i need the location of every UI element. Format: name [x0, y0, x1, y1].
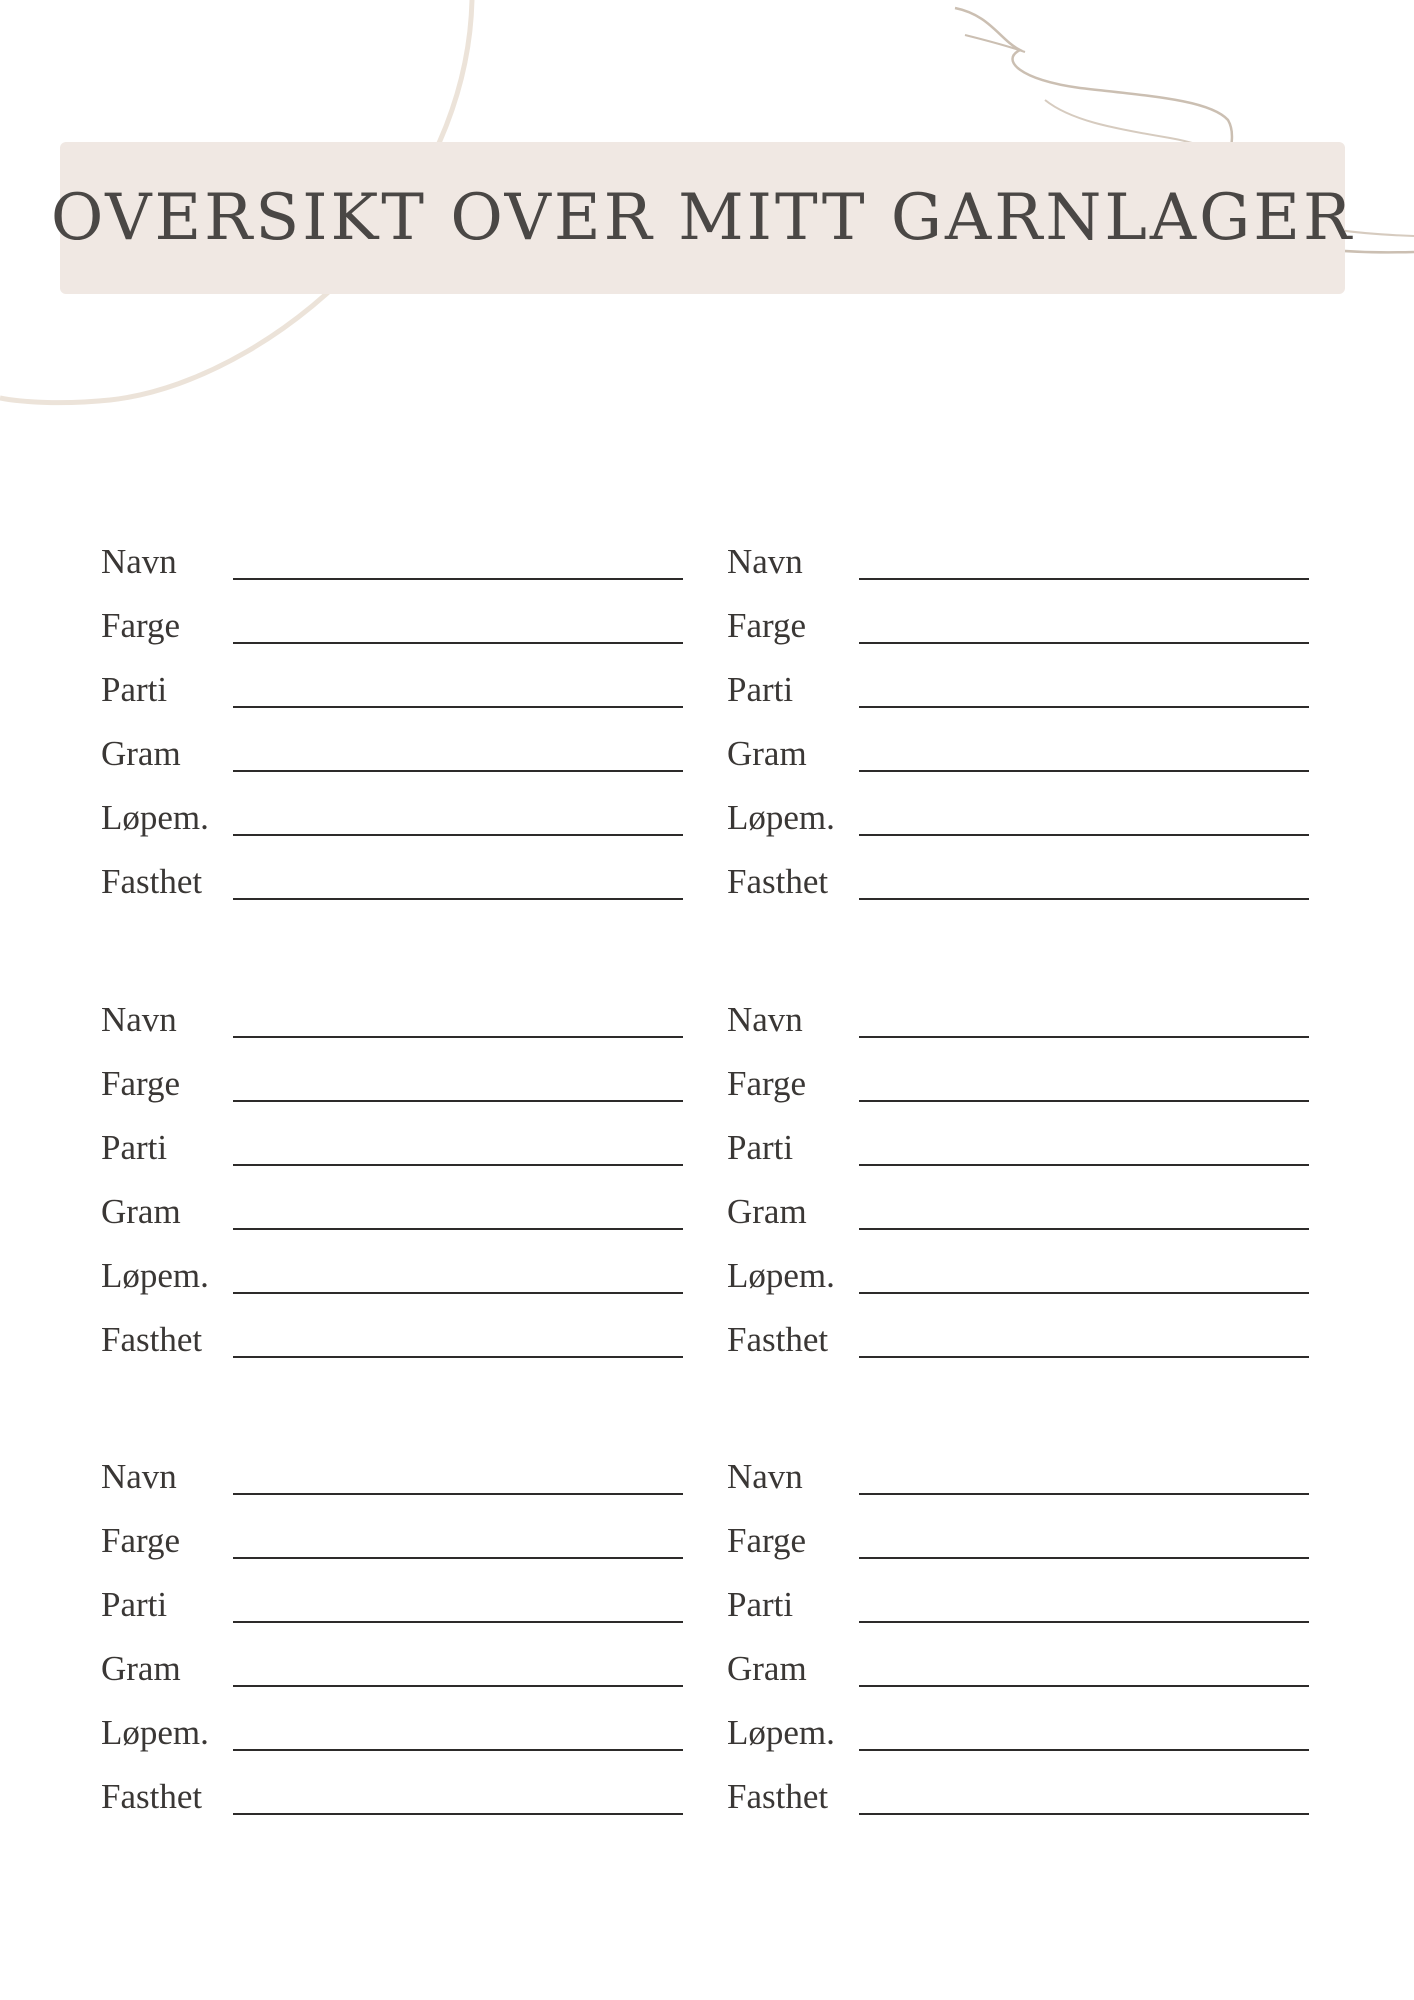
field-meters: [101, 1242, 701, 1306]
field-label-grams: Gram: [101, 1192, 181, 1231]
field-label-name: Navn: [101, 1457, 177, 1496]
field-label-gauge: Fasthet: [727, 1777, 829, 1816]
field-grams: [101, 1635, 701, 1699]
field-label-name: Navn: [727, 1457, 803, 1496]
field-label-meters: Løpem.: [727, 798, 835, 837]
field-name: [727, 1443, 1327, 1507]
color-input-line[interactable]: [233, 642, 683, 644]
field-label-batch: Parti: [727, 1585, 794, 1624]
batch-input-line[interactable]: [233, 1621, 683, 1623]
field-batch: [727, 1114, 1327, 1178]
meters-input-line[interactable]: [859, 834, 1309, 836]
field-grams: [101, 720, 701, 784]
field-gauge: [727, 1763, 1327, 1827]
grams-input-line[interactable]: [859, 1685, 1309, 1687]
name-input-line[interactable]: [233, 1493, 683, 1495]
color-input-line[interactable]: [859, 642, 1309, 644]
field-label-color: Farge: [101, 1521, 181, 1560]
field-label-meters: Løpem.: [727, 1713, 835, 1752]
field-label-batch: Parti: [101, 1128, 168, 1167]
gauge-input-line[interactable]: [859, 898, 1309, 900]
grams-input-line[interactable]: [233, 770, 683, 772]
field-label-gauge: Fasthet: [101, 862, 203, 901]
field-label-color: Farge: [727, 1521, 807, 1560]
field-gauge: [101, 1306, 701, 1370]
field-batch: [101, 656, 701, 720]
field-name: [101, 986, 701, 1050]
field-name: [727, 986, 1327, 1050]
field-label-name: Navn: [727, 542, 803, 581]
field-label-grams: Gram: [727, 1649, 807, 1688]
batch-input-line[interactable]: [859, 1621, 1309, 1623]
field-gauge: [727, 848, 1327, 912]
field-label-gauge: Fasthet: [727, 1320, 829, 1359]
name-input-line[interactable]: [859, 578, 1309, 580]
field-grams: [727, 720, 1327, 784]
field-meters: [727, 1699, 1327, 1763]
field-grams: [727, 1178, 1327, 1242]
grams-input-line[interactable]: [859, 770, 1309, 772]
gauge-input-line[interactable]: [233, 1356, 683, 1358]
field-color: [727, 1507, 1327, 1571]
field-label-gauge: Fasthet: [727, 862, 829, 901]
field-name: [101, 528, 701, 592]
field-name: [727, 528, 1327, 592]
batch-input-line[interactable]: [233, 1164, 683, 1166]
field-label-meters: Løpem.: [727, 1256, 835, 1295]
grams-input-line[interactable]: [233, 1228, 683, 1230]
color-input-line[interactable]: [859, 1100, 1309, 1102]
meters-input-line[interactable]: [859, 1749, 1309, 1751]
field-name: [101, 1443, 701, 1507]
field-batch: [101, 1571, 701, 1635]
field-batch: [101, 1114, 701, 1178]
field-label-color: Farge: [727, 606, 807, 645]
name-input-line[interactable]: [233, 1036, 683, 1038]
grams-input-line[interactable]: [233, 1685, 683, 1687]
field-grams: [101, 1178, 701, 1242]
field-label-color: Farge: [101, 606, 181, 645]
color-input-line[interactable]: [859, 1557, 1309, 1559]
name-input-line[interactable]: [859, 1036, 1309, 1038]
meters-input-line[interactable]: [233, 1749, 683, 1751]
field-meters: [727, 784, 1327, 848]
field-color: [727, 1050, 1327, 1114]
name-input-line[interactable]: [233, 578, 683, 580]
field-meters: [727, 1242, 1327, 1306]
gauge-input-line[interactable]: [233, 898, 683, 900]
field-gauge: [101, 848, 701, 912]
field-label-name: Navn: [727, 1000, 803, 1039]
field-label-meters: Løpem.: [101, 1256, 209, 1295]
field-label-batch: Parti: [101, 1585, 168, 1624]
field-color: [101, 592, 701, 656]
gauge-input-line[interactable]: [859, 1813, 1309, 1815]
field-batch: [727, 656, 1327, 720]
field-grams: [727, 1635, 1327, 1699]
field-label-grams: Gram: [727, 734, 807, 773]
gauge-input-line[interactable]: [233, 1813, 683, 1815]
name-input-line[interactable]: [859, 1493, 1309, 1495]
field-label-gauge: Fasthet: [101, 1777, 203, 1816]
field-label-batch: Parti: [727, 1128, 794, 1167]
batch-input-line[interactable]: [859, 1164, 1309, 1166]
field-label-grams: Gram: [101, 734, 181, 773]
field-label-batch: Parti: [101, 670, 168, 709]
meters-input-line[interactable]: [233, 1292, 683, 1294]
field-label-meters: Løpem.: [101, 1713, 209, 1752]
batch-input-line[interactable]: [859, 706, 1309, 708]
page-title: OVERSIKT OVER MITT GARNLAGER: [50, 181, 1355, 255]
batch-input-line[interactable]: [233, 706, 683, 708]
field-label-batch: Parti: [727, 670, 794, 709]
field-label-grams: Gram: [101, 1649, 181, 1688]
field-label-name: Navn: [101, 1000, 177, 1039]
field-label-color: Farge: [727, 1064, 807, 1103]
gauge-input-line[interactable]: [859, 1356, 1309, 1358]
color-input-line[interactable]: [233, 1100, 683, 1102]
title-banner: [50, 142, 1355, 294]
field-meters: [101, 1699, 701, 1763]
meters-input-line[interactable]: [233, 834, 683, 836]
field-gauge: [727, 1306, 1327, 1370]
field-color: [727, 592, 1327, 656]
field-gauge: [101, 1763, 701, 1827]
field-label-grams: Gram: [727, 1192, 807, 1231]
color-input-line[interactable]: [233, 1557, 683, 1559]
grams-input-line[interactable]: [859, 1228, 1309, 1230]
field-color: [101, 1050, 701, 1114]
meters-input-line[interactable]: [859, 1292, 1309, 1294]
field-label-gauge: Fasthet: [101, 1320, 203, 1359]
decorative-stroke-accent: [965, 35, 1025, 52]
field-label-color: Farge: [101, 1064, 181, 1103]
field-label-meters: Løpem.: [101, 798, 209, 837]
field-label-name: Navn: [101, 542, 177, 581]
field-meters: [101, 784, 701, 848]
field-batch: [727, 1571, 1327, 1635]
field-color: [101, 1507, 701, 1571]
